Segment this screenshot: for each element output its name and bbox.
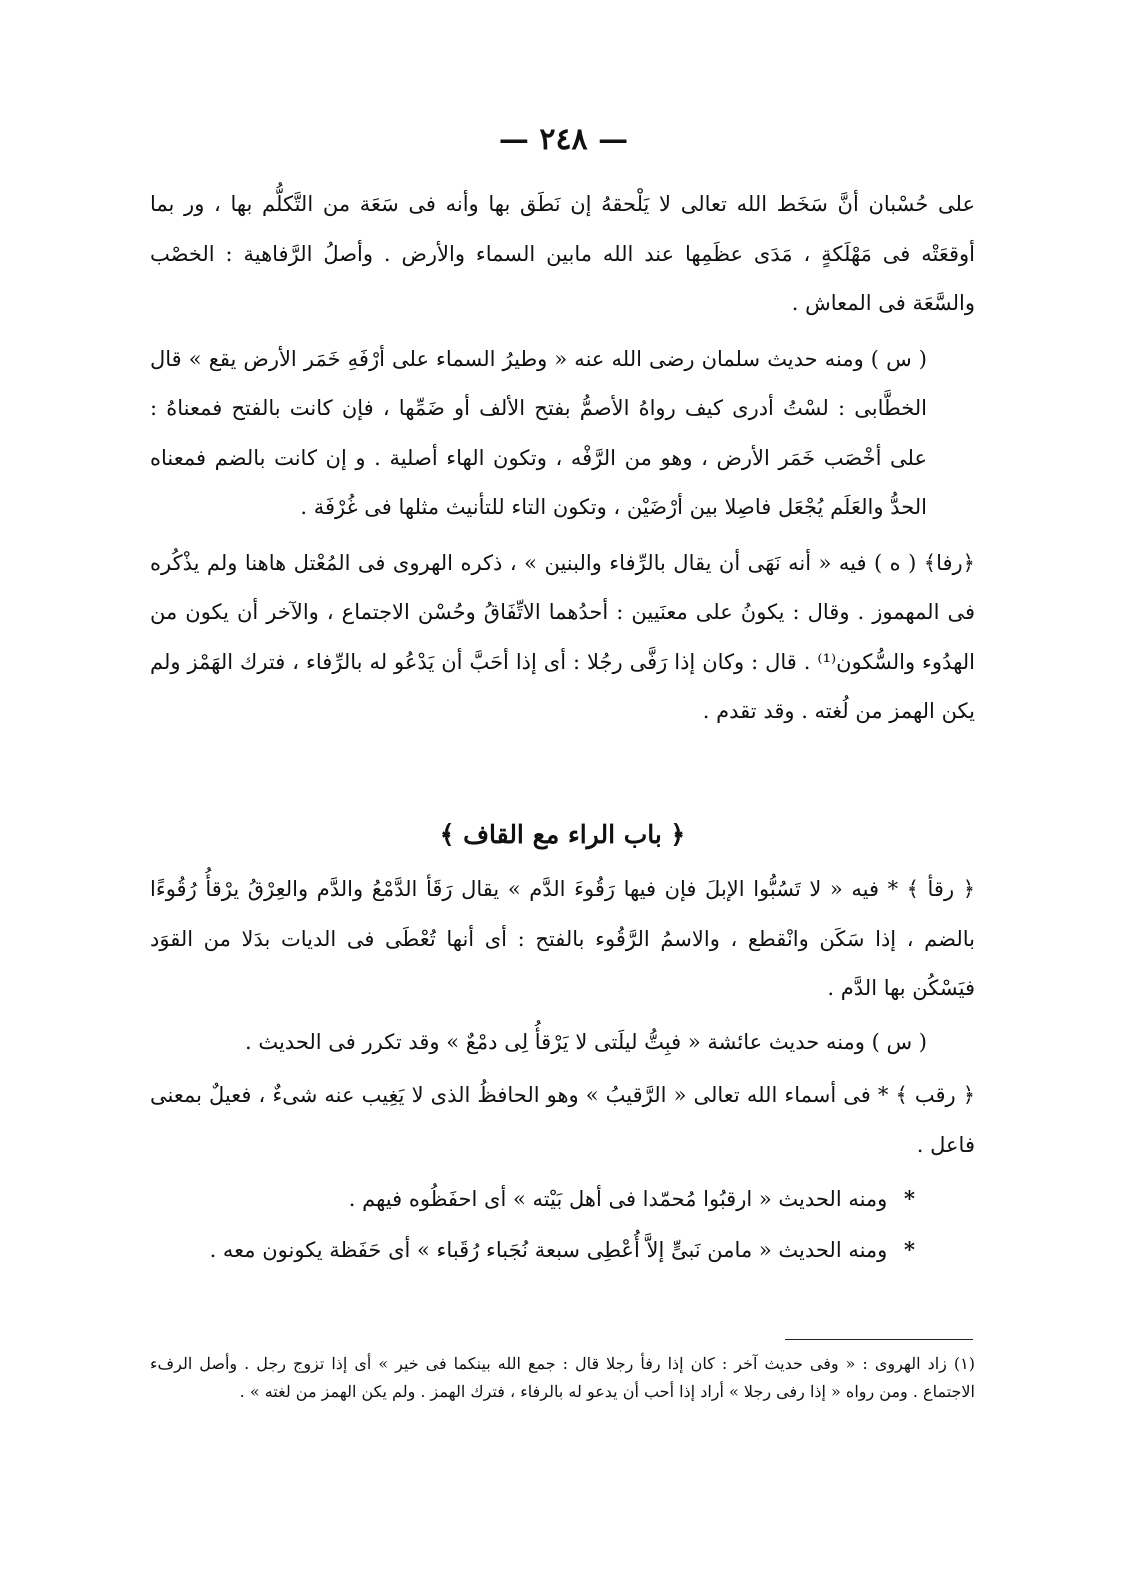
footnote: (١) زاد الهروى : « وفى حديث آخر : كان إذا رفأ رجلا قال : جمع الله بينكما فى خير » أى إذا تزوج رجل . وأصل الرفء الاجتماع . ومن رواه « إذا رفى رجلا » أراد إذا أحب أن يدعو له بالرفاء ، فترك الهمز . ولم يكن الهمز من لغته » . [150,1354,975,1401]
paragraph-text: ومنه الحديث « مامن نَبىٍّ إلاَّ أُعْطِى سبعة نُجَباء رُقَباء » أى حَفَظة يكونون معه . [209,1237,888,1262]
footnote-divider [785,1339,973,1340]
paragraph: ﴿رفا﴾ ( ه ) فيه « أنه نَهَى أن يقال بالرِّفاء والبنين » ، ذكره الهروى فى المُعْتل هاهنا ولم يذْكُره فى المهموز . وقال : يكونُ على معنَيين : أحدُهما الاتِّفَاقُ وحُسْن الاجتماع ، والآخر أن يكون من الهدُوء والسُّكون⁽¹⁾ . قال : وكان إذا رَفَّى رجُلا : أى إذا أحَبَّ أن يَدْعُو له بالرِّفاء ، فترك الهَمْز ولم يكن الهمز من لُغته . وقد تقدم . [150,550,975,723]
paragraph: ( س ) ومنه حديث سلمان رضى الله عنه « وطيرُ السماء على أرْفَهِ خَمَر الأرض يقع » قال الخطَّابى : لسْتُ أدرى كيف رواهُ الأصمُّ بفتح الألف أو ضَمِّها ، فإن كانت بالفتح فمعناهُ : على أخْصَب خَمَر الأرض ، وهو من الرَّفْه ، وتكون الهاء أصلية . و إن كانت بالضم فمعناه الحدُّ والعَلَم يُجْعَل فاصِلا بين أرْضَيْن ، وتكون التاء للتأنيث مثلها فى غُرْفَة . [150,346,927,519]
page-number: — ٢٤٨ — [498,122,629,157]
paragraph: على حُسْبان أنَّ سَخَط الله تعالى لا يَلْحقهُ إن نَطَق بها وأنه فى سَعَة من التَّكلُّم بها ، ور بما أوقعَتْه فى مَهْلَكةٍ ، مَدَى عظَمِها عند الله مابين السماء والأرض . وأصلُ الرَّفاهية : الخصْب والسَّعَة فى المعاش . [150,192,975,315]
paragraph: ﴿ رقأ ﴾ * فيه « لا تَسُبُّوا الإبلَ فإن فيها رَقُوءَ الدَّم » يقال رَقَأ الدَّمْعُ والدَّم والعِرْقُ يرْقأُ رُقُوءًا بالضم ، إذا سَكَن وانْقطع ، والاسمُ الرَّقُوء بالفتح : أى أنها تُعْطَى فى الديات بدَلا من القوَد فيَسْكُن بها الدَّم . [150,877,975,1000]
paragraph [150,1225,975,1276]
paragraph: ﴿ رقب ﴾ * فى أسماء الله تعالى « الرَّقيبُ » وهو الحافظُ الذى لا يَغِيب عنه شىءٌ ، فعيلٌ بمعنى فاعل . [150,1083,975,1157]
section-heading: ﴿ باب الراء مع القاف ﴾ [439,820,686,849]
text-block-top [150,180,975,737]
star-marker: * [904,1186,915,1211]
paragraph-text: ومنه الحديث « ارقبُوا مُحمّدا فى أهل بَيْته » أى احفَظُوه فيهم . [348,1187,888,1211]
paragraph [150,1174,975,1225]
paragraph: ( س ) ومنه حديث عائشة « فبِتُّ ليلَتى لا يَرْقأُ لِى دمْعٌ » وقد تكرر فى الحديث . [244,1029,927,1054]
star-marker: * [904,1236,915,1262]
text-block-bottom [150,865,975,1275]
